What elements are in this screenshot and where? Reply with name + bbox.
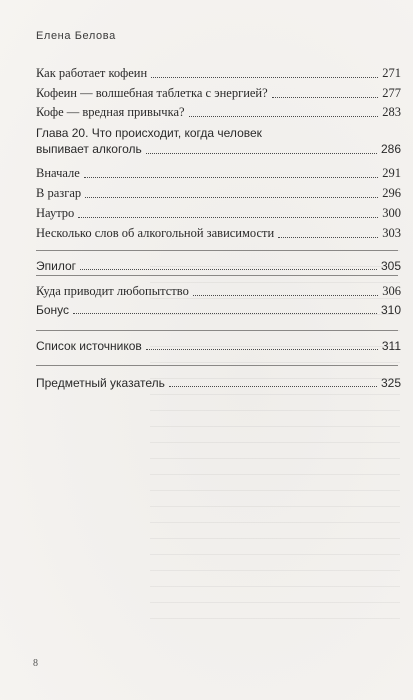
toc-entry-page: 303	[382, 226, 401, 240]
toc-entry-title: Список источников	[36, 339, 142, 353]
toc-entry-title: Бонус	[36, 303, 70, 317]
toc-entry-title: Эпилог	[36, 259, 77, 273]
toc-entry-title: В разгар	[36, 186, 82, 200]
toc-entry-title: Предметный указатель	[36, 376, 165, 390]
dot-leader	[78, 217, 378, 218]
toc-chapter-20	[36, 125, 401, 157]
toc-entry-page: 306	[382, 284, 401, 298]
toc-entry-title: Вначале	[36, 166, 80, 180]
toc-entry-page: 271	[382, 66, 401, 80]
toc-entry-title: Наутро	[36, 206, 75, 220]
dot-leader	[146, 349, 378, 350]
toc-entry-page: 311	[381, 339, 401, 353]
toc-entry-title: Кофе — вредная привычка?	[36, 105, 185, 119]
toc-entry-coffee-habit	[36, 105, 401, 120]
toc-bonus	[36, 303, 401, 317]
dot-leader	[80, 269, 377, 270]
toc-entry-page: 296	[382, 186, 401, 200]
toc-epilogue	[36, 259, 401, 273]
toc-entry-title: Куда приводит любопытство	[36, 284, 189, 298]
section-divider	[36, 365, 398, 366]
toc-entry-title: Кофеин — волшебная таблетка с энергией?	[36, 86, 268, 100]
toc-entry-page: 305	[380, 259, 401, 273]
toc-entry-beginning	[36, 166, 401, 181]
toc-entry-page: 283	[382, 105, 401, 119]
section-divider	[36, 330, 398, 331]
toc-index	[36, 376, 401, 390]
dot-leader	[193, 295, 378, 296]
toc-sources	[36, 339, 401, 353]
toc-entry-page: 300	[382, 206, 401, 220]
toc-entry-page: 310	[380, 303, 401, 317]
toc-entry-page: 291	[382, 166, 401, 180]
toc-entry-title: Несколько слов об алкогольной зависимости	[36, 226, 275, 240]
toc-entry-caffeine-how	[36, 66, 401, 81]
dot-leader	[84, 177, 378, 178]
page-number: 8	[33, 658, 38, 669]
section-divider	[36, 250, 398, 251]
dot-leader	[272, 97, 379, 98]
running-head: Елена Белова	[36, 30, 116, 42]
toc-curiosity	[36, 284, 401, 299]
dot-leader	[278, 237, 378, 238]
toc-entry-title: Как работает кофеин	[36, 66, 148, 80]
chapter-title-line1: Глава 20. Что происходит, когда человек	[36, 126, 262, 140]
dot-leader	[73, 313, 377, 314]
toc-entry-caffeine-pill	[36, 86, 401, 101]
toc-entry-morning	[36, 206, 401, 221]
dot-leader	[189, 116, 379, 117]
dot-leader	[151, 77, 378, 78]
toc-entry-addiction	[36, 226, 401, 241]
toc-entry-page: 325	[380, 376, 401, 390]
chapter-title-line2: выпивает алкоголь	[36, 142, 142, 156]
dot-leader	[85, 197, 378, 198]
chapter-page: 286	[380, 142, 401, 156]
section-divider	[36, 275, 398, 276]
dot-leader	[169, 386, 377, 387]
toc-entry-page: 277	[382, 86, 401, 100]
toc-entry-peak	[36, 186, 401, 201]
dot-leader	[146, 153, 377, 154]
